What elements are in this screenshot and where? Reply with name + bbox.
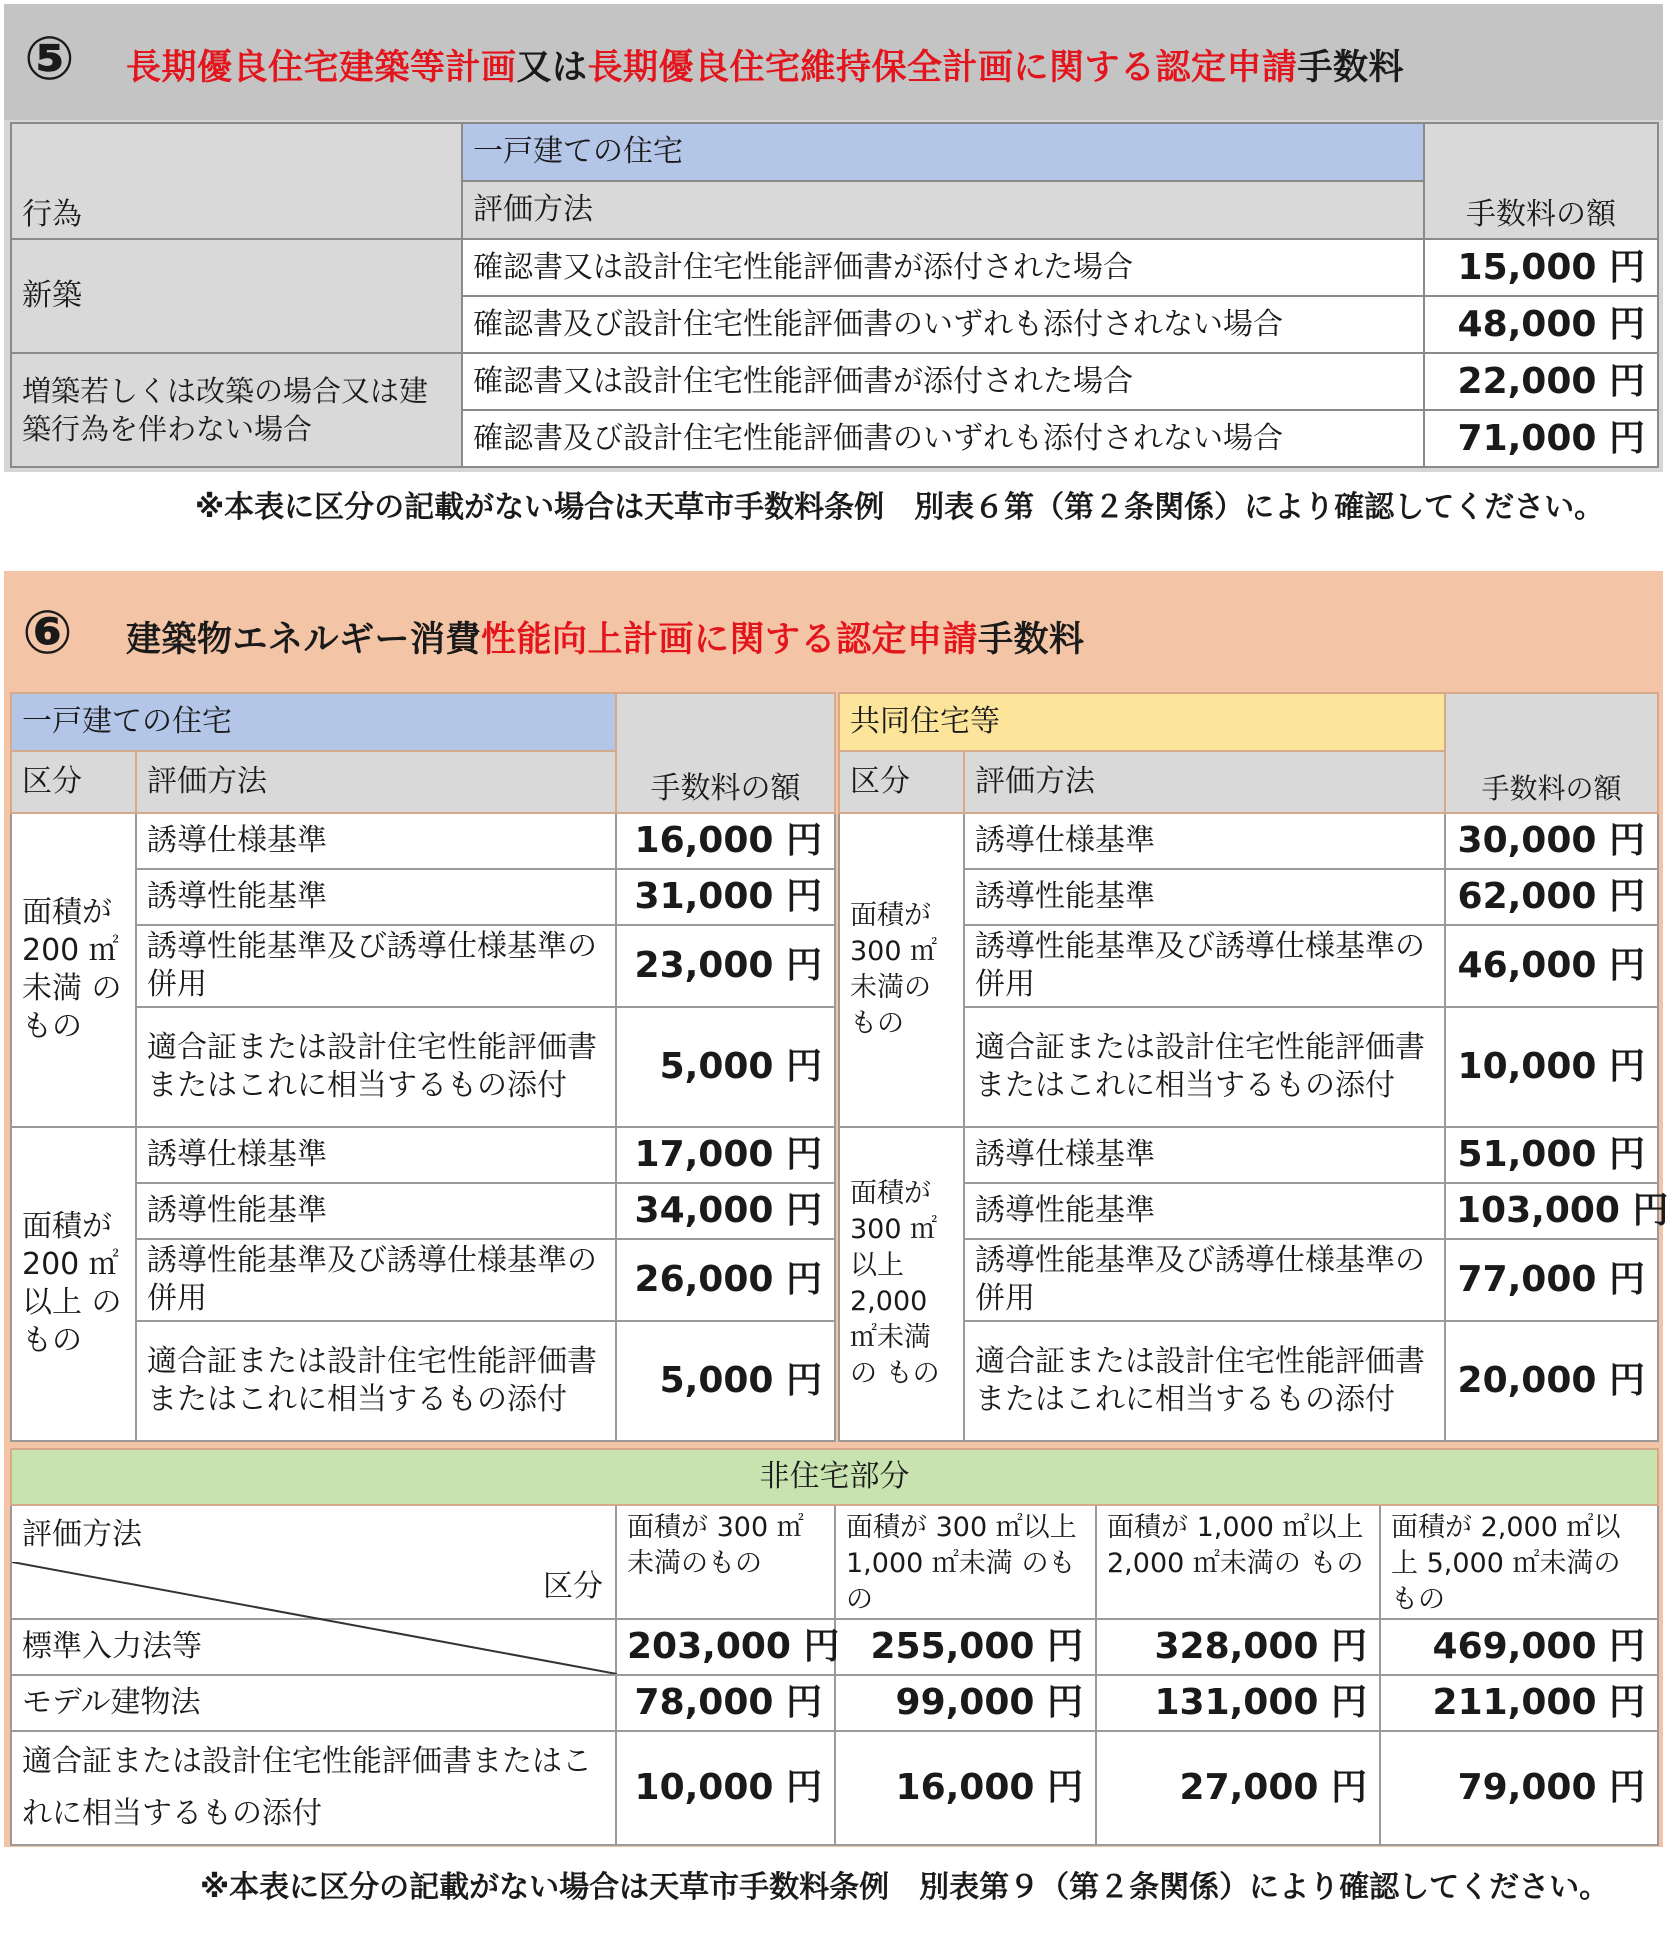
method-cell: 確認書及び設計住宅性能評価書のいずれも添付されない場合 — [462, 296, 1424, 353]
diagonal-header-cell — [11, 1505, 616, 1619]
method-cell: 誘導仕様基準 — [964, 813, 1445, 869]
act-cell: 増築若しくは改築の場合又は建築行為を伴わない場合 — [11, 353, 462, 467]
detached-label: 一戸建ての住宅 — [11, 693, 616, 751]
category-cell: 面積が 300 ㎡ 未満のもの — [839, 813, 964, 1127]
section5-title — [126, 40, 1404, 90]
method-cell: 適合証または設計住宅性能評価書またはこれに相当するもの添付 — [136, 1007, 616, 1127]
fee-cell: 10,000 円 — [1445, 1007, 1658, 1127]
fee-cell: 48,000 円 — [1424, 296, 1658, 353]
detached-header-category: 区分 — [11, 751, 136, 813]
fee-cell: 27,000 円 — [1096, 1731, 1380, 1845]
method-cell: 誘導性能基準及び誘導仕様基準の併用 — [964, 1239, 1445, 1321]
section5-title-part: 長期優良住宅建築等計画 — [126, 48, 517, 88]
method-cell: 誘導性能基準 — [964, 869, 1445, 925]
category-cell: 面積が 200 ㎡未満 のもの — [11, 813, 136, 1127]
fee-cell: 10,000 円 — [616, 1731, 835, 1845]
fee-cell: 31,000 円 — [616, 869, 835, 925]
fee-cell: 71,000 円 — [1424, 410, 1658, 467]
nonres-header-method: 評価方法 — [22, 1517, 142, 1552]
nonres-column-header: 面積が 300 ㎡以上 1,000 ㎡未満 のもの — [835, 1505, 1096, 1619]
fee-cell: 131,000 円 — [1096, 1675, 1380, 1731]
detached-header-method: 評価方法 — [136, 751, 616, 813]
detached-header-fee: 手数料の額 — [616, 693, 835, 813]
section6-title-part: 性能向上計画に関する認定申請 — [481, 620, 979, 660]
nonres-column-header: 面積が 300 ㎡ 未満のもの — [616, 1505, 835, 1619]
section5-title-part: 手数料 — [1297, 48, 1405, 88]
method-cell: 確認書又は設計住宅性能評価書が添付された場合 — [462, 239, 1424, 296]
header-method: 評価方法 — [462, 181, 1424, 239]
collective-label: 共同住宅等 — [839, 693, 1445, 751]
fee-cell: 469,000 円 — [1380, 1619, 1658, 1675]
section5-table — [10, 122, 1659, 468]
fee-cell: 255,000 円 — [835, 1619, 1096, 1675]
section6-note: ※本表に区分の記載がない場合は天草市手数料条例 別表第９（第２条関係）により確認してください。 — [200, 1870, 1610, 1905]
header-fee: 手数料の額 — [1424, 123, 1658, 239]
collective-header-method: 評価方法 — [964, 751, 1445, 813]
non-residential-table — [10, 1448, 1659, 1846]
fee-cell: 46,000 円 — [1445, 925, 1658, 1007]
fee-cell: 5,000 円 — [616, 1007, 835, 1127]
section5-number: ⑤ — [24, 24, 75, 94]
method-cell: 誘導性能基準及び誘導仕様基準の併用 — [136, 925, 616, 1007]
method-cell: 誘導性能基準 — [136, 869, 616, 925]
section5-title-part: 長期優良住宅維持保全計画に関する認定申請 — [587, 48, 1298, 88]
nonres-column-header: 面積が 1,000 ㎡以上 2,000 ㎡未満の もの — [1096, 1505, 1380, 1619]
method-cell: 適合証または設計住宅性能評価書またはこれに相当するもの添付 — [964, 1321, 1445, 1441]
method-cell: 誘導性能基準及び誘導仕様基準の併用 — [136, 1239, 616, 1321]
method-cell: 誘導性能基準及び誘導仕様基準の併用 — [964, 925, 1445, 1007]
section5-header — [4, 4, 1663, 120]
method-cell: 確認書又は設計住宅性能評価書が添付された場合 — [462, 353, 1424, 410]
fee-cell: 51,000 円 — [1445, 1127, 1658, 1183]
fee-cell: 79,000 円 — [1380, 1731, 1658, 1845]
collective-header-fee: 手数料の額 — [1445, 693, 1658, 813]
fee-cell: 203,000 円 — [616, 1619, 835, 1675]
collective-header-category: 区分 — [839, 751, 964, 813]
fee-cell: 16,000 円 — [835, 1731, 1096, 1845]
fee-cell: 328,000 円 — [1096, 1619, 1380, 1675]
header-act: 行為 — [11, 123, 462, 239]
nonres-header-category: 区分 — [543, 1569, 603, 1604]
header-house-type: 一戸建ての住宅 — [462, 123, 1424, 181]
fee-cell: 34,000 円 — [616, 1183, 835, 1239]
section6-title-part: 手数料 — [978, 620, 1085, 660]
category-cell: 面積が 300 ㎡ 以上 2,000 ㎡未満の もの — [839, 1127, 964, 1441]
method-cell: 誘導仕様基準 — [964, 1127, 1445, 1183]
fee-cell: 5,000 円 — [616, 1321, 835, 1441]
non-residential-label: 非住宅部分 — [11, 1449, 1658, 1505]
section6-title — [126, 612, 1085, 662]
method-cell: 誘導性能基準 — [964, 1183, 1445, 1239]
method-cell: 誘導性能基準 — [136, 1183, 616, 1239]
section5-note: ※本表に区分の記載がない場合は天草市手数料条例 別表６第（第２条関係）により確認してください。 — [195, 490, 1605, 525]
fee-cell: 77,000 円 — [1445, 1239, 1658, 1321]
fee-cell: 26,000 円 — [616, 1239, 835, 1321]
nonres-method-cell: 適合証または設計住宅性能評価書またはこれに相当するもの添付 — [11, 1731, 616, 1845]
detached-house-table — [10, 692, 836, 1442]
section5-title-part: 又は — [516, 48, 588, 88]
category-cell: 面積が 200 ㎡以上 のもの — [11, 1127, 136, 1441]
fee-cell: 103,000 円 — [1445, 1183, 1658, 1239]
method-cell: 誘導仕様基準 — [136, 1127, 616, 1183]
fee-cell: 62,000 円 — [1445, 869, 1658, 925]
method-cell: 適合証または設計住宅性能評価書またはこれに相当するもの添付 — [964, 1007, 1445, 1127]
nonres-method-cell: モデル建物法 — [11, 1675, 616, 1731]
fee-cell: 211,000 円 — [1380, 1675, 1658, 1731]
nonres-column-header: 面積が 2,000 ㎡以上 5,000 ㎡未満の もの — [1380, 1505, 1658, 1619]
fee-cell: 78,000 円 — [616, 1675, 835, 1731]
fee-cell: 15,000 円 — [1424, 239, 1658, 296]
method-cell: 誘導仕様基準 — [136, 813, 616, 869]
fee-cell: 99,000 円 — [835, 1675, 1096, 1731]
diagonal-line — [12, 1562, 617, 1674]
act-cell: 新築 — [11, 239, 462, 353]
method-cell: 適合証または設計住宅性能評価書またはこれに相当するもの添付 — [136, 1321, 616, 1441]
fee-cell: 20,000 円 — [1445, 1321, 1658, 1441]
nonres-method-cell: 標準入力法等 — [11, 1619, 616, 1675]
section6-title-part: 建築物エネルギー消費 — [126, 620, 482, 660]
method-cell: 確認書及び設計住宅性能評価書のいずれも添付されない場合 — [462, 410, 1424, 467]
fee-cell: 22,000 円 — [1424, 353, 1658, 410]
fee-cell: 16,000 円 — [616, 813, 835, 869]
fee-cell: 17,000 円 — [616, 1127, 835, 1183]
section6-number: ⑥ — [22, 598, 73, 668]
fee-cell: 30,000 円 — [1445, 813, 1658, 869]
fee-cell: 23,000 円 — [616, 925, 835, 1007]
collective-housing-table — [838, 692, 1669, 1442]
